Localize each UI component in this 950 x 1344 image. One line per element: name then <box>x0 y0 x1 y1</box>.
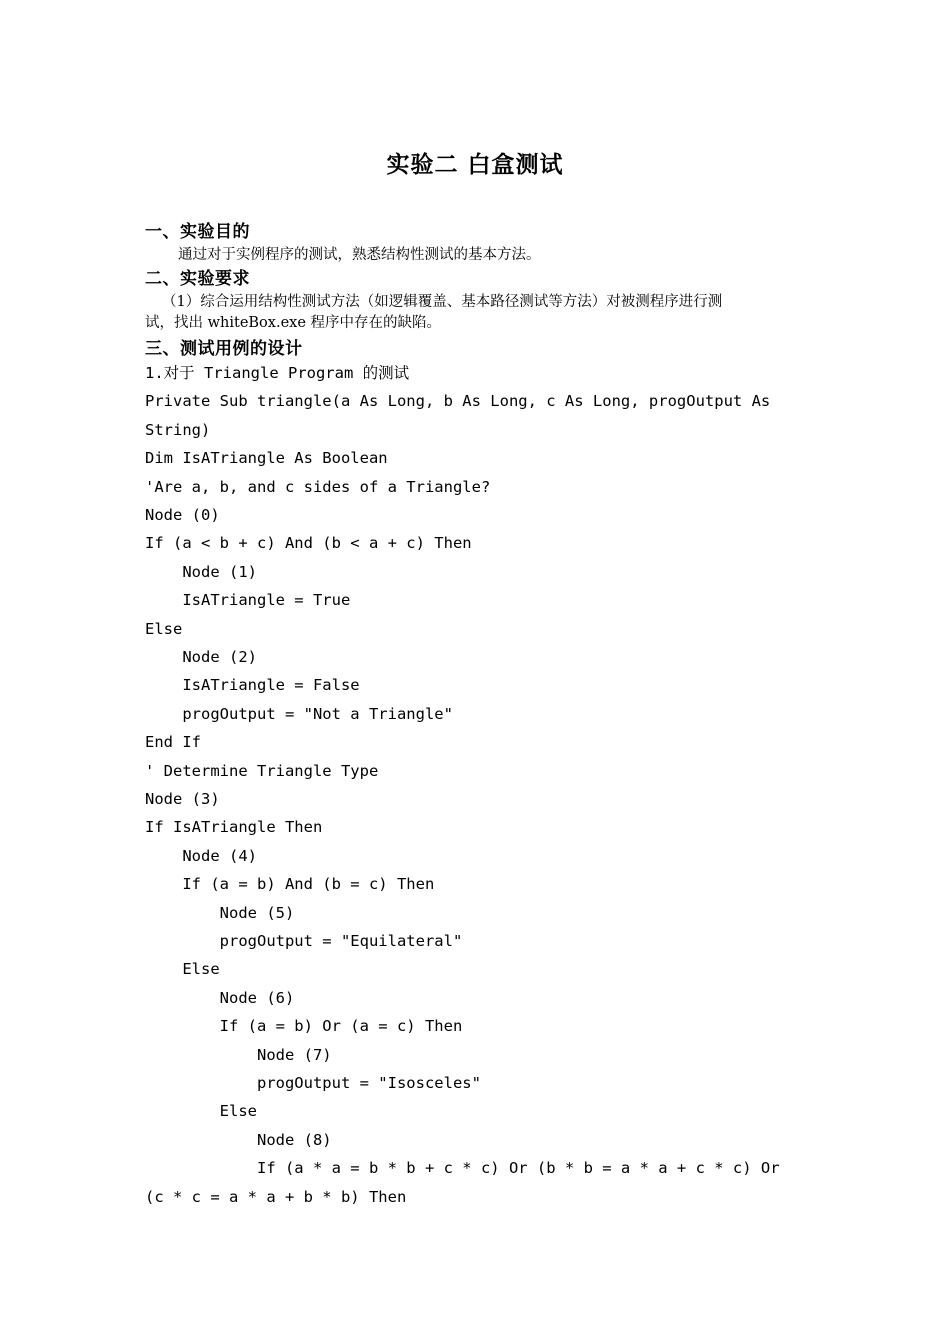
code-line: Node (2) <box>145 648 257 666</box>
code-line: String) <box>145 420 211 439</box>
code-line: progOutput = "Equilateral" <box>145 932 463 950</box>
code-line: If (a < b + c) And (b < a + c) Then <box>145 534 472 553</box>
code-line: Node (8) <box>145 1130 332 1149</box>
section-heading-requirements: 二、实验要求 <box>145 269 250 289</box>
code-line: ' Determine Triangle Type <box>145 761 379 780</box>
code-line: 'Are a, b, and c sides of a Triangle? <box>145 477 491 496</box>
code-line: Node (4) <box>145 846 257 865</box>
code-line: progOutput = "Not a Triangle" <box>145 704 453 723</box>
code-line: 1.对于 Triangle Program 的测试 <box>145 364 410 382</box>
section-heading-test-design: 三、测试用例的设计 <box>145 339 303 359</box>
code-line: Node (5) <box>145 903 295 922</box>
code-line: Else <box>145 960 220 979</box>
code-line: End If <box>145 733 201 752</box>
code-line: Dim IsATriangle As Boolean <box>145 449 388 468</box>
code-line: IsATriangle = False <box>145 676 360 695</box>
section-body-requirements-line2: 试，找出 whiteBox.exe 程序中存在的缺陷。 <box>145 315 442 331</box>
code-line: If (a = b) And (b = c) Then <box>145 875 435 894</box>
code-line: Private Sub triangle(a As Long, b As Long, c As Long, progOutput As <box>145 392 771 411</box>
code-line: If (a * a = b * b + c * c) Or (b * b = a * a + c * c) Or <box>145 1159 780 1178</box>
code-line: Node (3) <box>145 790 220 808</box>
code-line: IsATriangle = True <box>145 591 351 610</box>
code-line: Else <box>145 1102 257 1121</box>
code-line: Node (6) <box>145 988 295 1007</box>
code-line: If IsATriangle Then <box>145 818 323 837</box>
code-line: progOutput = "Isosceles" <box>145 1074 481 1092</box>
section-heading-purpose: 一、实验目的 <box>145 222 250 242</box>
code-line: (c * c = a * a + b * b) Then <box>145 1187 407 1206</box>
section-body-requirements-line1: （1）综合运用结构性测试方法（如逻辑覆盖、基本路径测试等方法）对被测程序进行测 <box>162 294 723 310</box>
code-line: Node (1) <box>145 562 257 581</box>
code-line: Node (0) <box>145 506 220 524</box>
code-line: Else <box>145 619 183 638</box>
code-line: If (a = b) Or (a = c) Then <box>145 1017 463 1036</box>
code-line: Node (7) <box>145 1045 332 1064</box>
document-title: 实验二 白盒测试 <box>386 152 564 178</box>
section-body-purpose: 通过对于实例程序的测试，熟悉结构性测试的基本方法。 <box>178 247 541 263</box>
